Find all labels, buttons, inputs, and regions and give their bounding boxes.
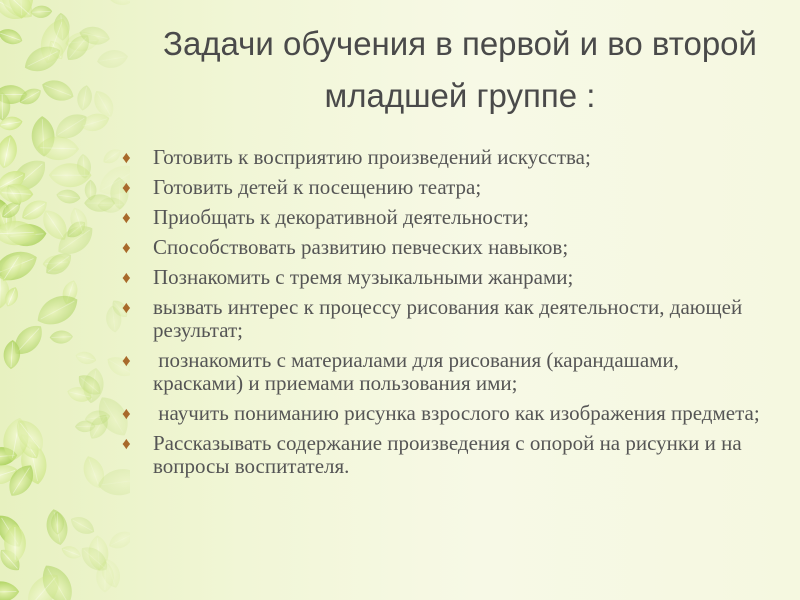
diamond-bullet-icon: ♦ <box>122 404 131 423</box>
leaf-shape <box>102 0 130 9</box>
leaf-shape <box>0 26 25 48</box>
list-item <box>122 349 772 395</box>
list-item <box>122 236 772 259</box>
list-item <box>122 206 772 229</box>
list-item <box>122 432 772 478</box>
list-item <box>122 266 772 289</box>
list-item-text: научить пониманию рисунка взрослого как изображения предмета; <box>153 401 760 425</box>
list-item-text: Способствовать развитию певческих навыков; <box>153 235 569 259</box>
list-item <box>122 296 772 342</box>
leaves-decoration <box>0 0 130 600</box>
list-item <box>122 176 772 199</box>
list-item <box>122 402 772 425</box>
list-item-text: Познакомить с тремя музыкальными жанрами; <box>153 265 574 289</box>
diamond-bullet-icon: ♦ <box>122 298 131 317</box>
diamond-bullet-icon: ♦ <box>122 238 131 257</box>
task-list <box>122 146 772 485</box>
diamond-bullet-icon: ♦ <box>122 208 131 227</box>
diamond-bullet-icon: ♦ <box>122 148 131 167</box>
list-item-text: Готовить детей к посещению театра; <box>153 175 482 199</box>
diamond-bullet-icon: ♦ <box>122 351 131 370</box>
leaf-vein <box>77 426 94 427</box>
diamond-bullet-icon: ♦ <box>122 178 131 197</box>
leaf-shape <box>0 581 19 600</box>
leaf-shape <box>106 527 130 552</box>
diamond-bullet-icon: ♦ <box>122 434 131 453</box>
list-item-text: Приобщать к декоративной деятельности; <box>153 205 530 229</box>
list-item-text: познакомить с материалами для рисования (карандашами, красками) и приемами пользования ими; <box>153 348 685 395</box>
slide-title: Задачи обучения в первой и во второй младшей группе : <box>163 25 757 114</box>
list-item-text: Рассказывать содержание произведения с опорой на рисунки и на вопросы воспитателя. <box>153 431 742 478</box>
diamond-bullet-icon: ♦ <box>122 268 131 287</box>
green-leaves-icon <box>0 0 130 600</box>
list-item-text: вызвать интерес к процессу рисования как деятельности, дающей результат; <box>153 295 743 342</box>
list-item <box>122 146 772 169</box>
list-item-text: Готовить к восприятию произведений искусства; <box>153 145 591 169</box>
